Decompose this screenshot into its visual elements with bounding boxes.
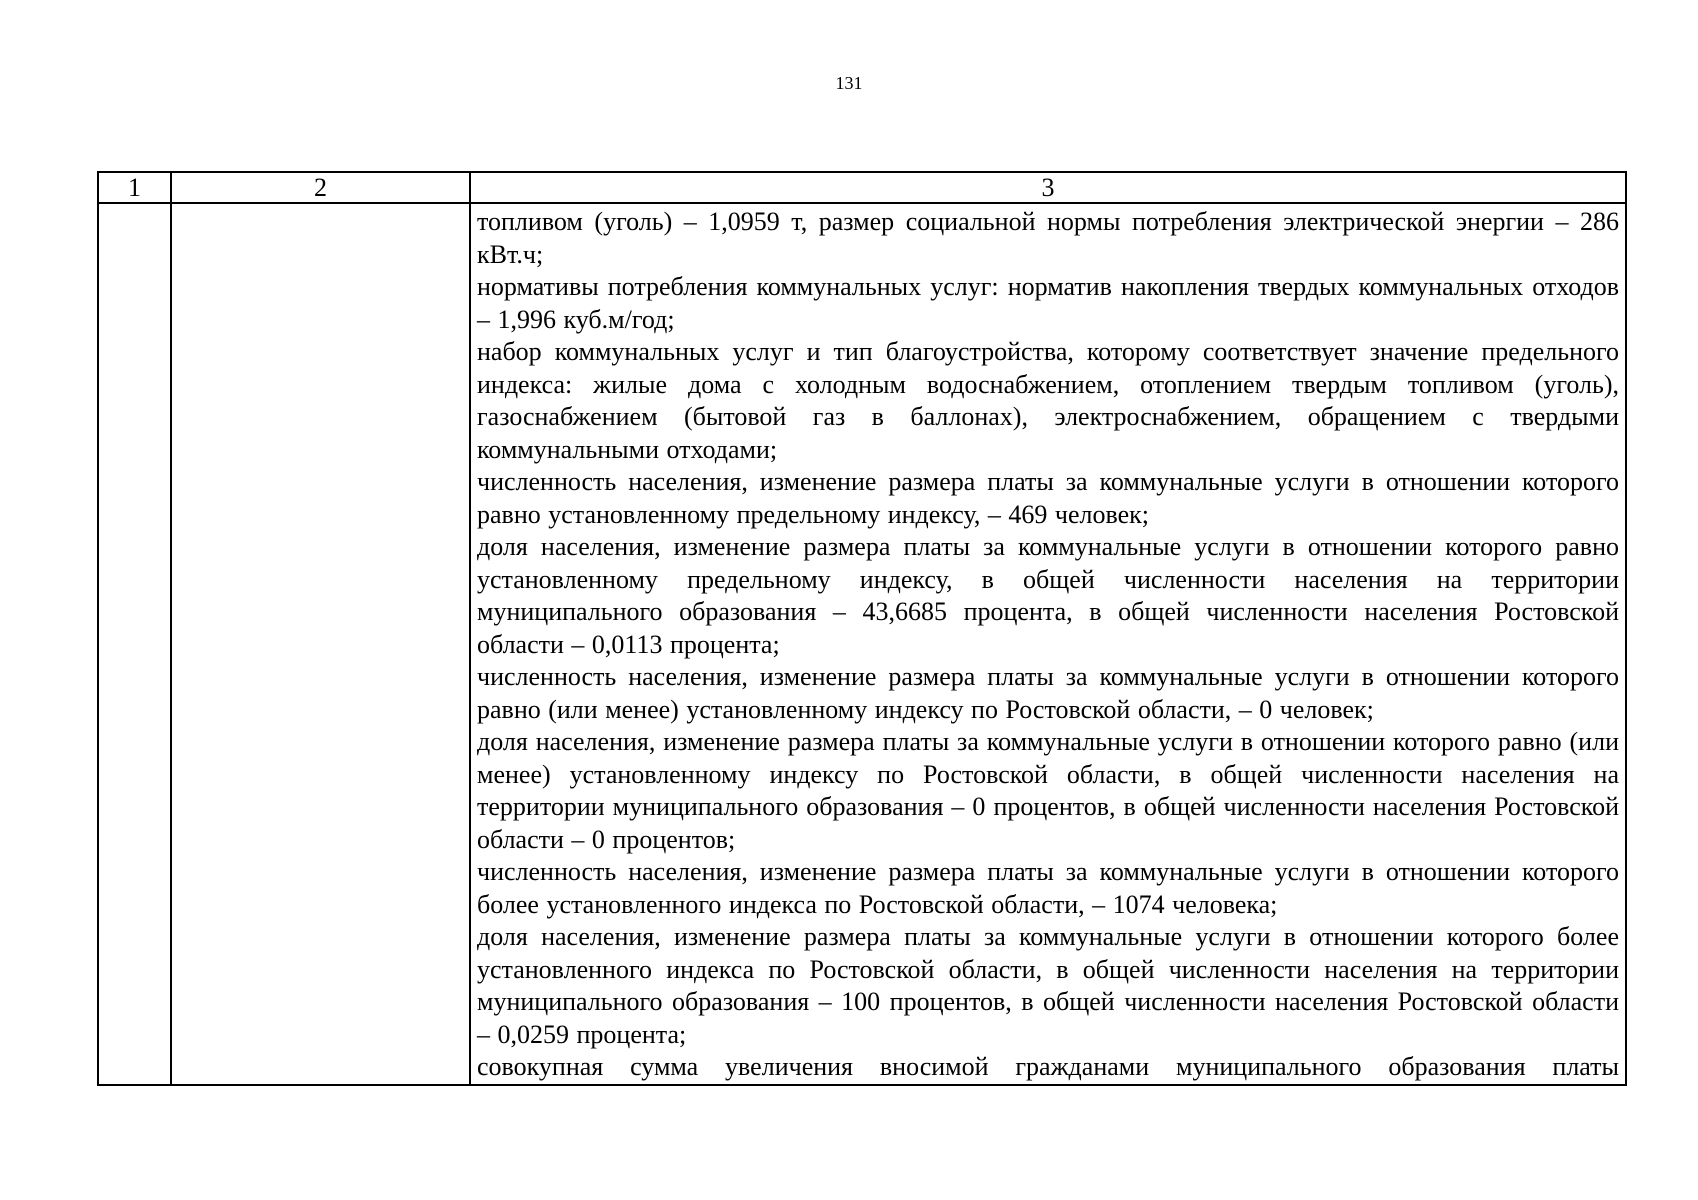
- page-number: 131: [835, 73, 863, 93]
- column-header-1: 1: [98, 172, 171, 203]
- cell-col3: [470, 203, 1626, 1085]
- paragraph: численность населения, изменение размера платы за коммунальные услуги в отношении которого более установленного индекса по Ростовской области, – 1074 человека;: [477, 857, 1619, 919]
- paragraph: набор коммунальных услуг и тип благоустройства, которому соответствует значение предельного индекса: жилые дома с холодным водоснабжением, отоплением твердым топливом (уголь), газоснабжением (бытовой газ в баллонах), электроснабжением, обращением с твердыми коммунальными отходами;: [477, 337, 1619, 464]
- column-header-2: 2: [171, 172, 470, 203]
- paragraph: численность населения, изменение размера платы за коммунальные услуги в отношении которого равно (или менее) установленному индексу по Ростовской области, – 0 человек;: [477, 662, 1619, 724]
- paragraph: доля населения, изменение размера платы за коммунальные услуги в отношении которого более установленного индекса по Ростовской области, в общей численности населения на территории муниципального образования – 100 процентов, в общей численности населения Ростовской области – 0,0259 процента;: [477, 922, 1619, 1049]
- cell-col2: [171, 203, 470, 1085]
- table-header-row: [98, 172, 1626, 203]
- document-table: [97, 171, 1627, 1086]
- paragraph-continued: совокупная сумма увеличения вносимой гражданами муниципального образования платы: [477, 1052, 1619, 1081]
- table-row: [98, 203, 1626, 1085]
- column-header-3: 3: [470, 172, 1626, 203]
- cell-col1: [98, 203, 171, 1085]
- paragraph: доля населения, изменение размера платы за коммунальные услуги в отношении которого равно установленному предельному индексу, в общей численности населения на территории муниципального образования – 43,6685 процента, в общей численности населения Ростовской области – 0,0113 процента;: [477, 532, 1619, 659]
- paragraph: нормативы потребления коммунальных услуг: норматив накопления твердых коммунальных отходов – 1,996 куб.м/год;: [477, 272, 1619, 334]
- paragraph: численность населения, изменение размера платы за коммунальные услуги в отношении которого равно установленному предельному индексу, – 469 человек;: [477, 467, 1619, 529]
- paragraph: доля населения, изменение размера платы за коммунальные услуги в отношении которого равно (или менее) установленному индексу по Ростовской области, в общей численности населения на территории муниципального образования – 0 процентов, в общей численности населения Ростовской области – 0 процентов;: [477, 727, 1619, 854]
- paragraph: топливом (уголь) – 1,0959 т, размер социальной нормы потребления электрической энергии – 286 кВт.ч;: [477, 207, 1619, 269]
